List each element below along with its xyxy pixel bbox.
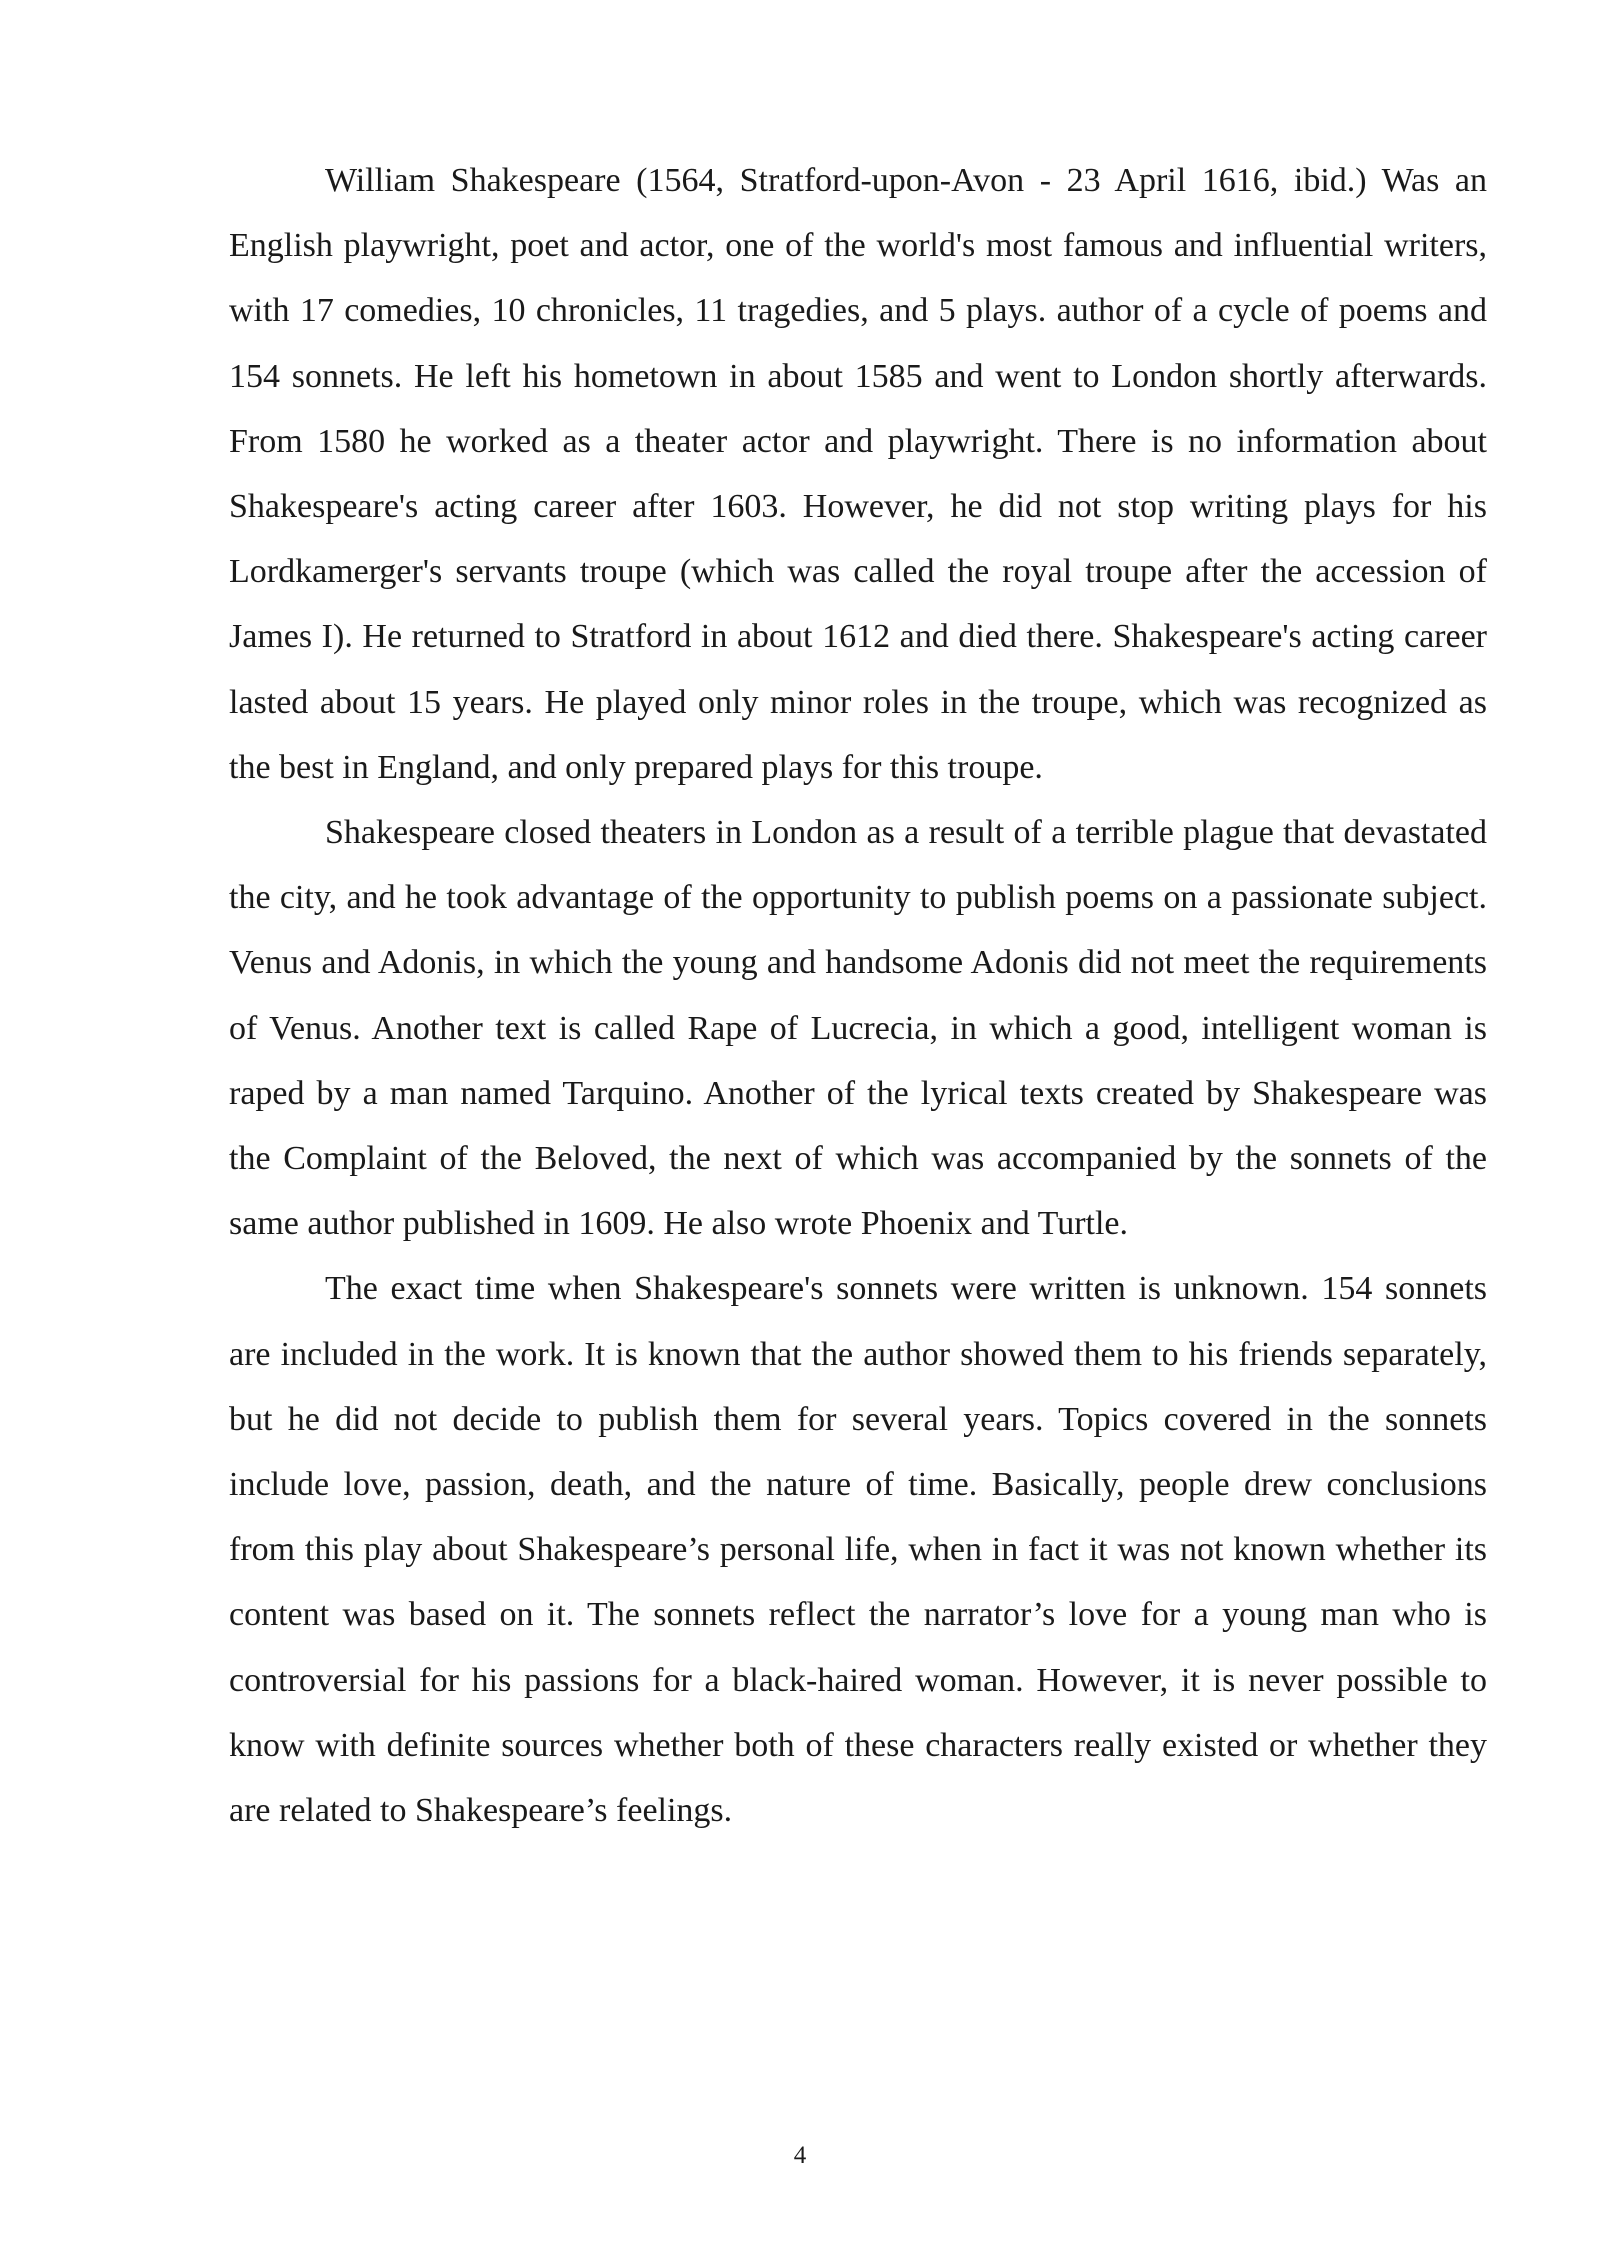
body-text — [229, 148, 1487, 1843]
paragraph-3: The exact time when Shakespeare's sonnets were written is unknown. 154 sonnets are included in the work. It is known that the author showed them to his friends separately, but he did not decide to publish them for several years. Topics covered in the sonnets include love, passion, death, and the nature of time. Basically, people drew conclusions from this play about Shakespeare’s personal life, when in fact it was not known whether its content was based on it. The sonnets reflect the narrator’s love for a young man who is controversial for his passions for a black-haired woman. However, it is never possible to know with definite sources whether both of these characters really existed or whether they are related to Shakespeare’s feelings. — [229, 1270, 1487, 1830]
paragraph-2: Shakespeare closed theaters in London as a result of a terrible plague that devastated the city, and he took advantage of the opportunity to publish poems on a passionate subject. Venus and Adonis, in which the young and handsome Adonis did not meet the requirements of Venus. Another text is called Rape of Lucrecia, in which a good, intelligent woman is raped by a man named Tarquino. Another of the lyrical texts created by Shakespeare was the Complaint of the Beloved, the next of which was accompanied by the sonnets of the same author published in 1609. He also wrote Phoenix and Turtle. — [229, 814, 1487, 1243]
page-number: 4 — [793, 2142, 807, 2169]
paragraph-1: William Shakespeare (1564, Stratford-upon-Avon - 23 April 1616, ibid.) Was an English playwright, poet and actor, one of the world's most famous and influential writers, with 17 comedies, 10 chronicles, 11 tragedies, and 5 plays. author of a cycle of poems and 154 sonnets. He left his hometown in about 1585 and went to London shortly afterwards. From 1580 he worked as a theater actor and playwright. There is no information about Shakespeare's acting career after 1603. However, he did not stop writing plays for his Lordkamerger's servants troupe (which was called the royal troupe after the accession of James I). He returned to Stratford in about 1612 and died there. Shakespeare's acting career lasted about 15 years. He played only minor roles in the troupe, which was recognized as the best in England, and only prepared plays for this troupe. — [229, 162, 1487, 786]
